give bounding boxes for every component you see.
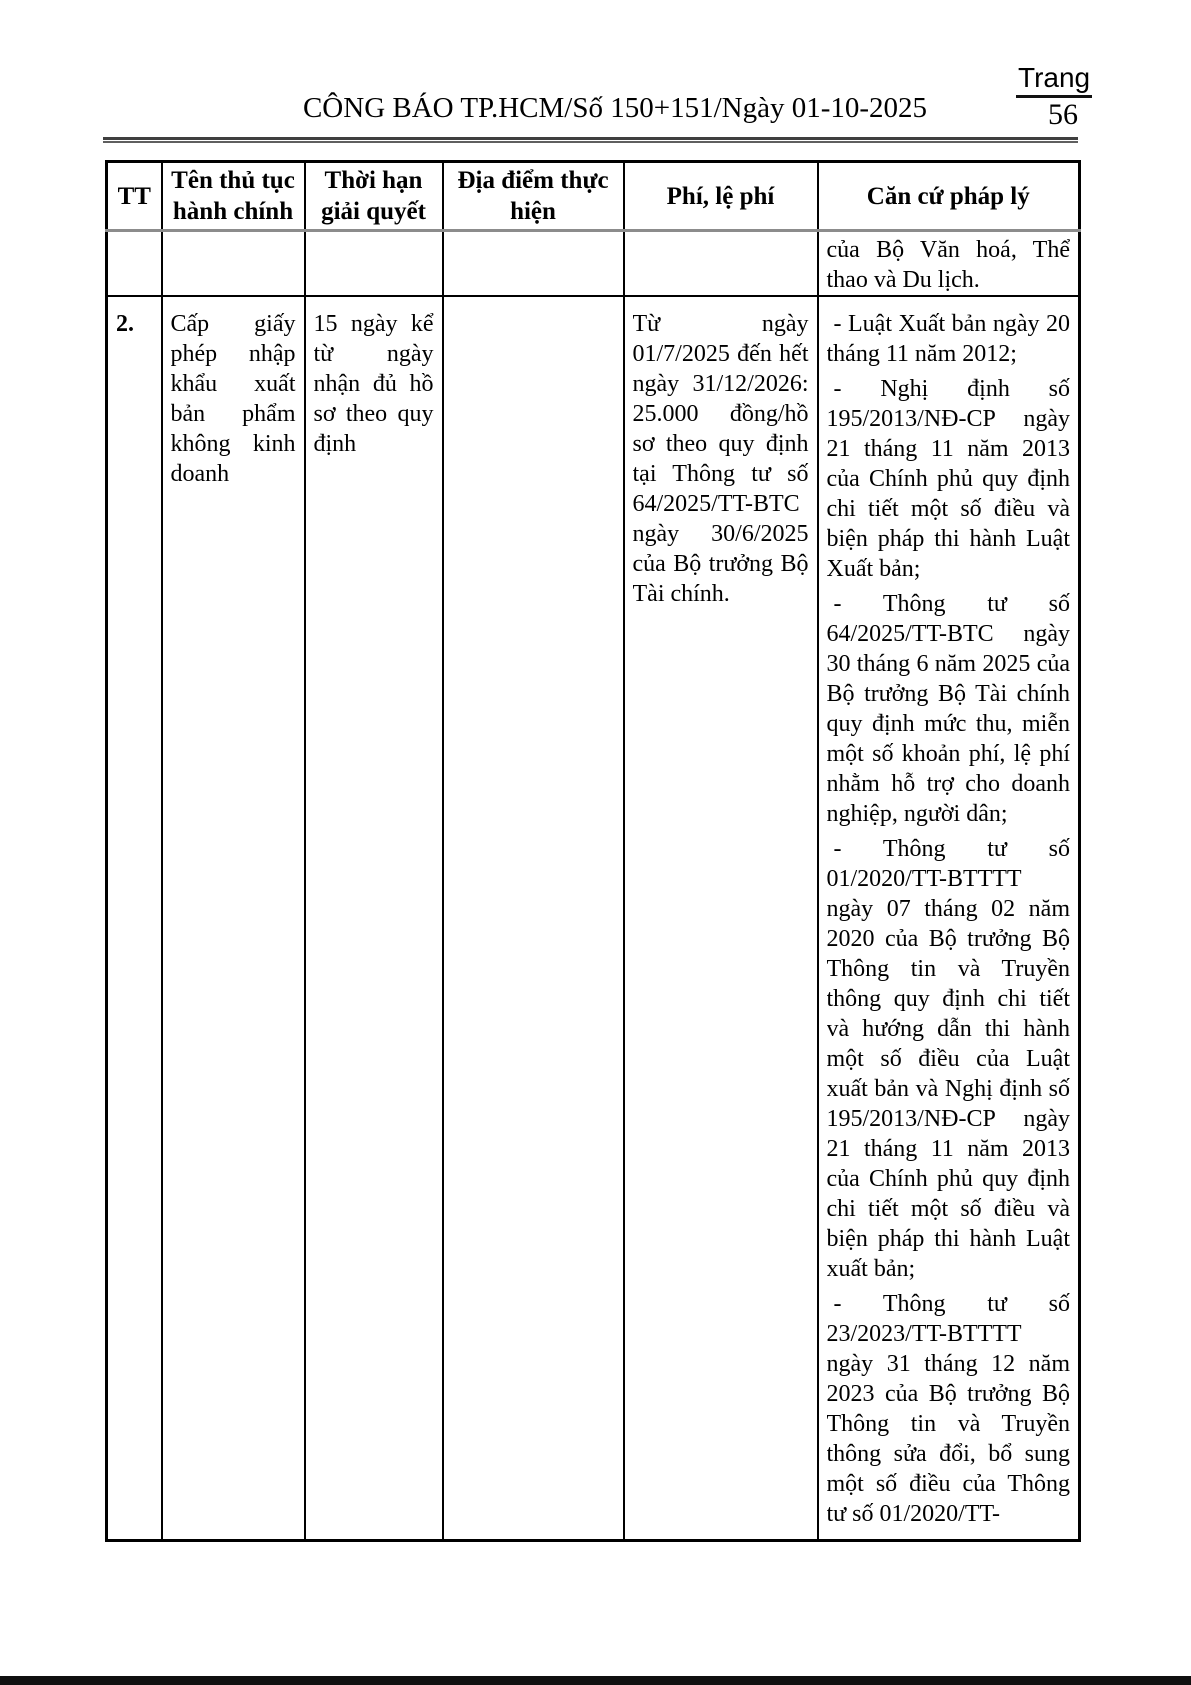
legal-basis-item: - Thông tư số 01/2020/TT-BTTTT ngày 07 tháng 02 năm 2020 của Bộ trưởng Bộ Thông tin và Truyền thông quy định chi tiết và hướng dẫn thi hành một số điều của Luật xuất bản và Nghị định số 195/2013/NĐ-CP ngày 21 tháng 11 năm 2013 của Chính phủ quy định chi tiết một số điều và biện pháp thi hành Luật xuất bản; <box>826 836 1070 1282</box>
col-header-phi-le-phi: Phí, lệ phí <box>624 162 818 231</box>
page-number: 56 <box>1048 98 1078 131</box>
header-double-rule <box>103 137 1078 143</box>
processing-time-text: 15 ngày kể từ ngày nhận đủ hồ sơ theo quy định <box>313 311 434 457</box>
col-header-thoi-han: Thời hạn giải quyết <box>305 162 443 231</box>
cell-ten-thu-tuc <box>162 296 305 1541</box>
cell-can-cu-phap-ly <box>818 296 1080 1541</box>
cell-tt-content: 2. <box>116 311 134 337</box>
legal-text-continuation: của Bộ Văn hoá, Thể thao và Du lịch. <box>826 237 1070 293</box>
col-header-ten-thu-tuc: Tên thủ tục hành chính <box>162 162 305 231</box>
col-header-tt: TT <box>107 162 162 231</box>
table-header-row <box>107 162 1080 231</box>
cell-phi-le-phi <box>624 296 818 1541</box>
col-header-can-cu-phap-ly: Căn cứ pháp lý <box>818 162 1080 231</box>
cell-ten-empty <box>162 231 305 297</box>
legal-basis-item: - Nghị định số 195/2013/NĐ-CP ngày 21 tháng 11 năm 2013 của Chính phủ quy định chi tiết một số điều và biện pháp thi hành Luật Xuất bản; <box>826 376 1070 582</box>
cell-phi-empty <box>624 231 818 297</box>
fee-text: Từ ngày 01/7/2025 đến hết ngày 31/12/2026: 25.000 đồng/hồ sơ theo quy định tại Thông tư số 64/2025/TT-BTC ngày 30/6/2025 của Bộ trưởng Bộ Tài chính. <box>632 311 809 607</box>
legal-basis-item: - Thông tư số 64/2025/TT-BTC ngày 30 tháng 6 năm 2025 của Bộ trưởng Bộ Tài chính quy định mức thu, miễn một số khoản phí, lệ phí nhằm hỗ trợ cho doanh nghiệp, người dân; <box>826 591 1070 827</box>
cell-can-cu-continuation <box>818 231 1080 297</box>
cell-thoi-han-empty <box>305 231 443 297</box>
cell-thoi-han <box>305 296 443 1541</box>
table-row-procedure-2 <box>107 296 1080 1541</box>
cell-dia-diem-empty <box>443 231 624 297</box>
cell-tt <box>107 296 162 1541</box>
legal-basis-item: - Thông tư số 23/2023/TT-BTTTT ngày 31 tháng 12 năm 2023 của Bộ trưởng Bộ Thông tin và Truyền thông sửa đổi, bổ sung một số điều của Thông tư số 01/2020/TT- <box>826 1291 1070 1527</box>
gazette-header-title: CÔNG BÁO TP.HCM/Số 150+151/Ngày 01-10-2025 <box>302 92 928 124</box>
cell-dia-diem <box>443 296 624 1541</box>
procedure-name-text: Cấp giấy phép nhập khẩu xuất bản phẩm không kinh doanh <box>170 311 296 487</box>
legal-basis-item: - Luật Xuất bản ngày 20 tháng 11 năm 2012; <box>826 311 1070 367</box>
page-label: Trang <box>1016 62 1092 98</box>
col-header-dia-diem: Địa điểm thực hiện <box>443 162 624 231</box>
table-row-continuation <box>107 231 1080 297</box>
cell-tt-empty <box>107 231 162 297</box>
page-edge-scan-artifact <box>0 1676 1191 1685</box>
procedures-table <box>105 160 1081 1542</box>
